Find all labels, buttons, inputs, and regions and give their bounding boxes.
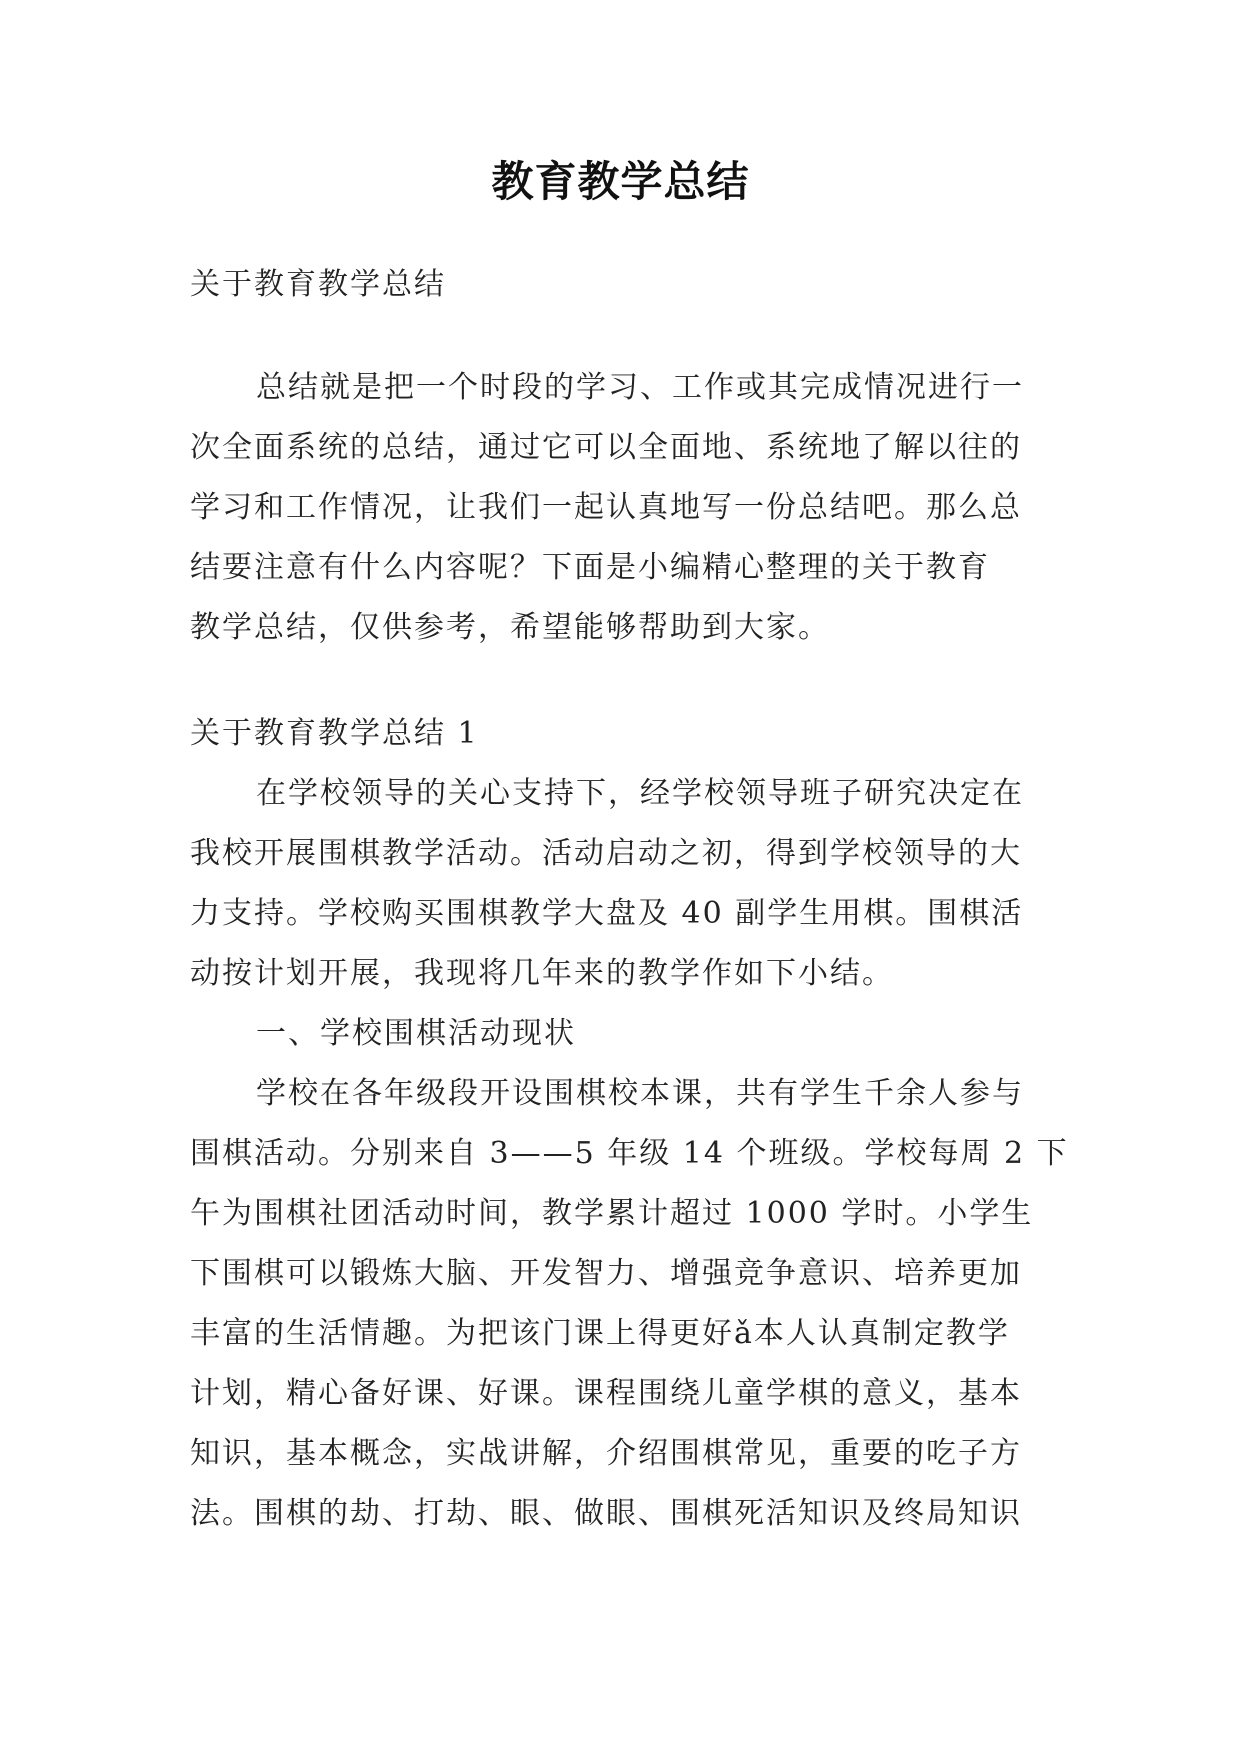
intro-line: 教学总结，仅供参考，希望能够帮助到大家。 bbox=[190, 610, 830, 645]
para2-line: 计划，精心备好课、好课。课程围绕儿童学棋的意义，基本 bbox=[190, 1376, 1022, 1411]
intro-line: 结要注意有什么内容呢？下面是小编精心整理的关于教育 bbox=[190, 550, 990, 585]
para2-line: 丰富的生活情趣。为把该门课上得更好ǎ本人认真制定教学 bbox=[190, 1316, 1010, 1351]
intro-line: 总结就是把一个时段的学习、工作或其完成情况进行一 bbox=[256, 370, 1024, 405]
para2-line: 下围棋可以锻炼大脑、开发智力、增强竞争意识、培养更加 bbox=[190, 1256, 1022, 1291]
document-title: 教育教学总结 bbox=[491, 157, 750, 206]
para2-line: 午为围棋社团活动时间，教学累计超过 1000 学时。小学生 bbox=[190, 1196, 1034, 1231]
section1 bbox=[190, 704, 1069, 1544]
para2-line: 知识，基本概念，实战讲解，介绍围棋常见，重要的吃子方 bbox=[190, 1436, 1022, 1471]
document-subtitle bbox=[190, 255, 1050, 315]
para1-line: 我校开展围棋教学活动。活动启动之初，得到学校领导的大 bbox=[190, 836, 1022, 871]
para2-line: 法。围棋的劫、打劫、眼、做眼、围棋死活知识及终局知识 bbox=[190, 1496, 1022, 1531]
subtitle-line: 关于教育教学总结 bbox=[190, 267, 446, 302]
intro-paragraph bbox=[190, 358, 1050, 658]
para1-line: 力支持。学校购买围棋教学大盘及 40 副学生用棋。围棋活 bbox=[190, 896, 1024, 931]
para1-line: 在学校领导的关心支持下，经学校领导班子研究决定在 bbox=[256, 776, 1024, 811]
subheading-1: 一、学校围棋活动现状 bbox=[256, 1016, 576, 1051]
section1-heading: 关于教育教学总结 1 bbox=[190, 716, 479, 751]
intro-line: 学习和工作情况，让我们一起认真地写一份总结吧。那么总 bbox=[190, 490, 1022, 525]
para1-line: 动按计划开展，我现将几年来的教学作如下小结。 bbox=[190, 956, 894, 991]
para2-line: 学校在各年级段开设围棋校本课，共有学生千余人参与 bbox=[256, 1076, 1024, 1111]
para2-line: 围棋活动。分别来自 3——5 年级 14 个班级。学校每周 2 下 bbox=[190, 1136, 1069, 1171]
intro-line: 次全面系统的总结，通过它可以全面地、系统地了解以往的 bbox=[190, 430, 1022, 465]
